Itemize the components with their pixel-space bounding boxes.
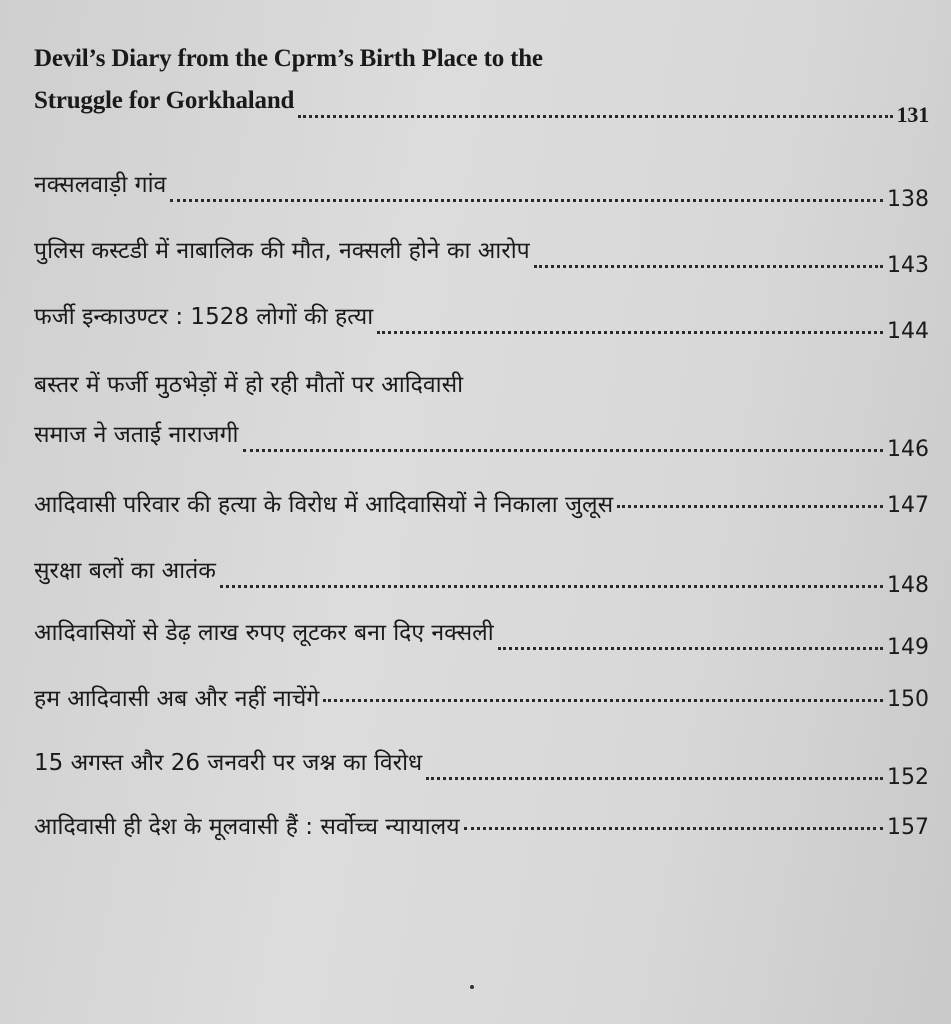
toc-title: 15 अगस्त और 26 जनवरी पर जश्न का विरोध [34,750,423,776]
toc-title: आदिवासी ही देश के मूलवासी हैं : सर्वोच्च न्यायालय [34,814,460,840]
toc-entry-line [34,684,929,715]
dot-leader [243,449,883,452]
toc-title: सुरक्षा बलों का आतंक [34,558,216,584]
toc-entry [34,812,929,843]
paper-speck [470,985,474,989]
toc-page-number: 143 [887,253,929,278]
toc-entry-title-line1 [34,370,929,400]
toc-entry-line [34,490,929,521]
toc-title: आदिवासियों से डेढ़ लाख रुपए लूटकर बना दिए नक्सली [34,620,494,646]
toc-title: समाज ने जताई नाराजगी [34,422,239,448]
dot-leader [298,115,892,118]
dot-leader [464,827,883,830]
toc-title: फर्जी इन्काउण्टर : 1528 लोगों की हत्या [34,304,374,330]
toc-page-number: 148 [887,573,929,598]
toc-entry [34,370,929,462]
dot-leader [377,331,883,334]
toc-title: आदिवासी परिवार की हत्या के विरोध में आदिवासियों ने निकाला जुलूस [34,492,614,518]
dot-leader [617,505,883,508]
dot-leader [426,777,883,780]
toc-title: पुलिस कस्टडी में नाबालिक की मौत, नक्सली होने का आरोप [34,238,530,264]
toc-entry-line [34,302,929,344]
toc-entry-title-line1 [34,44,929,74]
toc-title: हम आदिवासी अब और नहीं नाचेंगे [34,686,320,712]
dot-leader [220,585,883,588]
toc-page-number: 147 [887,493,929,518]
toc-page-number: 146 [887,437,929,462]
dot-leader [534,265,883,268]
toc-title: बस्तर में फर्जी मुठभेड़ों में हो रही मौतों पर आदिवासी [34,372,464,398]
toc-title: Struggle for Gorkhaland [34,87,295,114]
toc-page-number: 150 [887,687,929,712]
dot-leader [170,199,883,202]
toc-entry [34,556,929,598]
toc-entry [34,684,929,715]
dot-leader [498,647,883,650]
toc-title: नक्सलवाड़ी गांव [34,172,167,198]
toc-entry [34,236,929,278]
toc-entry-line [34,556,929,598]
toc-title: Devil’s Diary from the Cprm’s Birth Place to the [34,45,543,72]
toc-entry [34,302,929,344]
toc-entry-line [34,236,929,278]
toc-entry-line [34,812,929,843]
toc-entry [34,44,929,127]
toc-entry-title-line2 [34,86,929,127]
toc-page-number: 131 [896,102,929,127]
toc-page-number: 152 [887,765,929,790]
toc-page-number: 138 [887,187,929,212]
toc-entry [34,618,929,660]
toc-page-number: 157 [887,815,929,840]
toc-entry-title-line2 [34,420,929,462]
dot-leader [323,699,883,702]
toc-entry [34,170,929,212]
toc-entry [34,748,929,790]
toc-entry-line [34,170,929,212]
toc-entry [34,490,929,521]
toc-entry-line [34,748,929,790]
toc-page-number: 144 [887,319,929,344]
toc-page-number: 149 [887,635,929,660]
toc-entry-line [34,618,929,660]
